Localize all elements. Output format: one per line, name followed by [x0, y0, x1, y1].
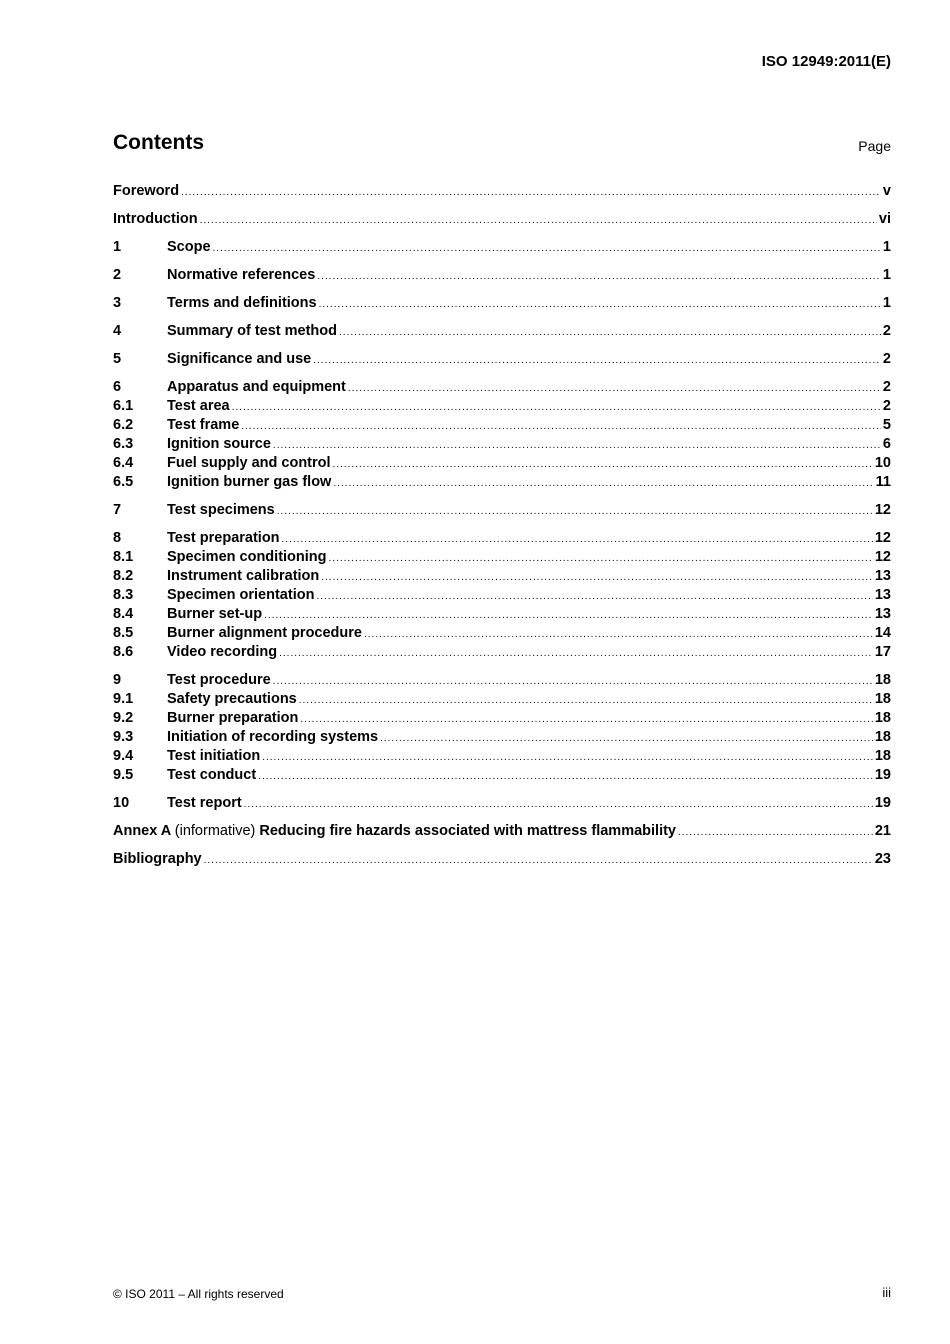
toc-entry-number: 6.5 — [113, 474, 134, 490]
toc-entry-title: Apparatus and equipment — [167, 379, 346, 395]
toc-entry-page: 11 — [875, 474, 891, 490]
toc-entry-number: 2 — [113, 267, 122, 283]
dot-leader — [678, 823, 873, 842]
toc-entry-number: 9 — [113, 672, 122, 688]
toc-entry-number: 6.3 — [113, 436, 134, 452]
toc-entry-page: 1 — [882, 295, 891, 311]
toc-entry-page: 19 — [874, 795, 891, 811]
toc-entry-number: 5 — [113, 351, 122, 367]
toc-entry-number: 4 — [113, 323, 122, 339]
toc-entry-title: Burner alignment procedure — [167, 625, 362, 641]
toc-entry[interactable] — [113, 709, 891, 728]
page-column-label: Page — [858, 138, 891, 154]
toc-entry-number: 8.4 — [113, 606, 134, 622]
dot-leader — [339, 323, 881, 342]
toc-entry-page: 2 — [882, 379, 891, 395]
toc-entry[interactable] — [113, 671, 891, 690]
toc-entry-page: vi — [878, 211, 891, 227]
toc-entry-number: 6.4 — [113, 455, 134, 471]
dot-leader — [273, 436, 881, 455]
dot-leader — [181, 183, 881, 202]
toc-entry[interactable] — [113, 794, 891, 813]
toc-entry[interactable] — [113, 397, 891, 416]
toc-entry-title: Test preparation — [167, 530, 280, 546]
toc-entry[interactable] — [113, 435, 891, 454]
toc-entry-number: 9.4 — [113, 748, 134, 764]
toc-entry[interactable] — [113, 624, 891, 643]
annex-title: Reducing fire hazards associated with mattress flammability — [259, 823, 676, 839]
toc-entry-title: Summary of test method — [167, 323, 337, 339]
toc-entry-number: 10 — [113, 795, 130, 811]
toc-entry[interactable] — [113, 266, 891, 285]
toc-entry[interactable] — [113, 643, 891, 662]
dot-leader — [277, 502, 873, 521]
toc-entry-title: Bibliography — [113, 851, 202, 867]
toc-entry[interactable] — [113, 182, 891, 201]
toc-entry-title: Burner set-up — [167, 606, 263, 622]
toc-entry-number: 9.1 — [113, 691, 134, 707]
toc-entry[interactable] — [113, 416, 891, 435]
toc-entry-page: v — [882, 183, 891, 199]
toc-entry[interactable] — [113, 473, 891, 492]
table-of-contents — [113, 182, 891, 869]
dot-leader — [329, 549, 873, 568]
toc-entry[interactable] — [113, 690, 891, 709]
dot-leader — [317, 267, 881, 286]
dot-leader — [313, 351, 881, 370]
toc-entry[interactable] — [113, 766, 891, 785]
annex-type: (informative) — [174, 823, 256, 839]
dot-leader — [273, 672, 873, 691]
dot-leader — [232, 398, 881, 417]
toc-entry-number: 8.6 — [113, 644, 134, 660]
toc-entry-page: 12 — [874, 502, 891, 518]
toc-entry-title: Safety precautions — [167, 691, 297, 707]
dot-leader — [244, 795, 873, 814]
toc-entry[interactable] — [113, 548, 891, 567]
dot-leader — [204, 851, 873, 870]
toc-entry-title: Initiation of recording systems — [167, 729, 379, 745]
toc-entry-title: Specimen conditioning — [167, 549, 327, 565]
dot-leader — [333, 455, 873, 474]
dot-leader — [299, 691, 873, 710]
toc-entry-page: 2 — [882, 351, 891, 367]
toc-entry-title: Test conduct — [167, 767, 257, 783]
toc-entry-page: 18 — [874, 729, 891, 745]
toc-entry-title: Test report — [167, 795, 242, 811]
toc-entry[interactable] — [113, 747, 891, 766]
toc-entry-page: 13 — [874, 606, 891, 622]
contents-heading: Contents — [113, 131, 204, 154]
toc-entry-page: 19 — [874, 767, 891, 783]
dot-leader — [279, 644, 873, 663]
dot-leader — [200, 211, 877, 230]
toc-entry-number: 7 — [113, 502, 122, 518]
dot-leader — [282, 530, 873, 549]
toc-entry-number: 6.2 — [113, 417, 134, 433]
copyright-notice: © ISO 2011 – All rights reserved — [113, 1287, 284, 1301]
toc-entry-bibliography[interactable] — [113, 850, 891, 869]
toc-entry[interactable] — [113, 294, 891, 313]
toc-entry-page: 18 — [874, 710, 891, 726]
toc-entry-number: 6.1 — [113, 398, 134, 414]
dot-leader — [241, 417, 881, 436]
toc-entry-title: Ignition burner gas flow — [167, 474, 332, 490]
dot-leader — [213, 239, 881, 258]
toc-entry-title: Test procedure — [167, 672, 271, 688]
toc-entry-page: 2 — [882, 398, 891, 414]
toc-entry[interactable] — [113, 238, 891, 257]
toc-entry-number: 9.3 — [113, 729, 134, 745]
toc-entry-title: Test specimens — [167, 502, 275, 518]
toc-entry-page: 21 — [874, 823, 891, 839]
toc-entry-number: 9.2 — [113, 710, 134, 726]
toc-entry[interactable] — [113, 378, 891, 397]
toc-entry-title: Instrument calibration — [167, 568, 320, 584]
toc-entry-title: Test frame — [167, 417, 240, 433]
toc-entry-title: Burner preparation — [167, 710, 299, 726]
toc-entry[interactable] — [113, 501, 891, 520]
toc-entry-title: Ignition source — [167, 436, 271, 452]
toc-entry-number: 6 — [113, 379, 122, 395]
toc-entry[interactable] — [113, 322, 891, 341]
toc-entry-number: 8.1 — [113, 549, 134, 565]
toc-entry-page: 6 — [882, 436, 891, 452]
toc-entry-page: 18 — [874, 672, 891, 688]
toc-entry-page: 23 — [874, 851, 891, 867]
dot-leader — [333, 474, 873, 493]
toc-entry-title: Specimen orientation — [167, 587, 315, 603]
toc-entry-page: 12 — [874, 530, 891, 546]
toc-entry[interactable] — [113, 728, 891, 747]
toc-entry[interactable] — [113, 605, 891, 624]
page-number: iii — [882, 1285, 891, 1300]
dot-leader — [258, 767, 873, 786]
toc-entry-number: 8.3 — [113, 587, 134, 603]
toc-entry[interactable] — [113, 567, 891, 586]
toc-entry-title: Test initiation — [167, 748, 261, 764]
toc-entry-title: Test area — [167, 398, 230, 414]
toc-entry-title: Foreword — [113, 183, 180, 199]
toc-entry-title: Terms and definitions — [167, 295, 317, 311]
dot-leader — [321, 568, 873, 587]
toc-entry-number: 3 — [113, 295, 122, 311]
dot-leader — [264, 606, 873, 625]
standard-identifier: ISO 12949:2011(E) — [761, 53, 891, 70]
toc-entry-title — [113, 822, 676, 841]
toc-entry-page: 2 — [882, 323, 891, 339]
toc-entry-title: Fuel supply and control — [167, 455, 331, 471]
dot-leader — [262, 748, 873, 767]
toc-entry[interactable] — [113, 529, 891, 548]
toc-entry-title: Significance and use — [167, 351, 312, 367]
toc-entry-title: Normative references — [167, 267, 316, 283]
dot-leader — [319, 295, 881, 314]
toc-entry-number: 1 — [113, 239, 122, 255]
toc-entry[interactable] — [113, 586, 891, 605]
toc-entry[interactable] — [113, 454, 891, 473]
annex-label: Annex A — [113, 823, 171, 839]
toc-entry-page: 13 — [874, 568, 891, 584]
toc-entry-number: 8 — [113, 530, 122, 546]
dot-leader — [364, 625, 873, 644]
toc-entry-page: 12 — [874, 549, 891, 565]
toc-entry-page: 13 — [874, 587, 891, 603]
toc-entry-page: 10 — [874, 455, 891, 471]
toc-entry-page: 18 — [874, 748, 891, 764]
toc-entry-page: 1 — [882, 239, 891, 255]
toc-entry-page: 17 — [874, 644, 891, 660]
toc-entry-annex-a[interactable] — [113, 822, 891, 841]
toc-entry[interactable] — [113, 210, 891, 229]
toc-entry-page: 1 — [882, 267, 891, 283]
dot-leader — [380, 729, 873, 748]
toc-entry-number: 8.5 — [113, 625, 134, 641]
toc-entry-title: Video recording — [167, 644, 278, 660]
dot-leader — [316, 587, 872, 606]
toc-entry-page: 5 — [882, 417, 891, 433]
toc-entry-number: 9.5 — [113, 767, 134, 783]
toc-entry-page: 18 — [874, 691, 891, 707]
dot-leader — [300, 710, 873, 729]
dot-leader — [348, 379, 881, 398]
toc-entry-title: Introduction — [113, 211, 198, 227]
toc-entry-number: 8.2 — [113, 568, 134, 584]
toc-entry-title: Scope — [167, 239, 211, 255]
toc-entry[interactable] — [113, 350, 891, 369]
toc-entry-page: 14 — [874, 625, 891, 641]
